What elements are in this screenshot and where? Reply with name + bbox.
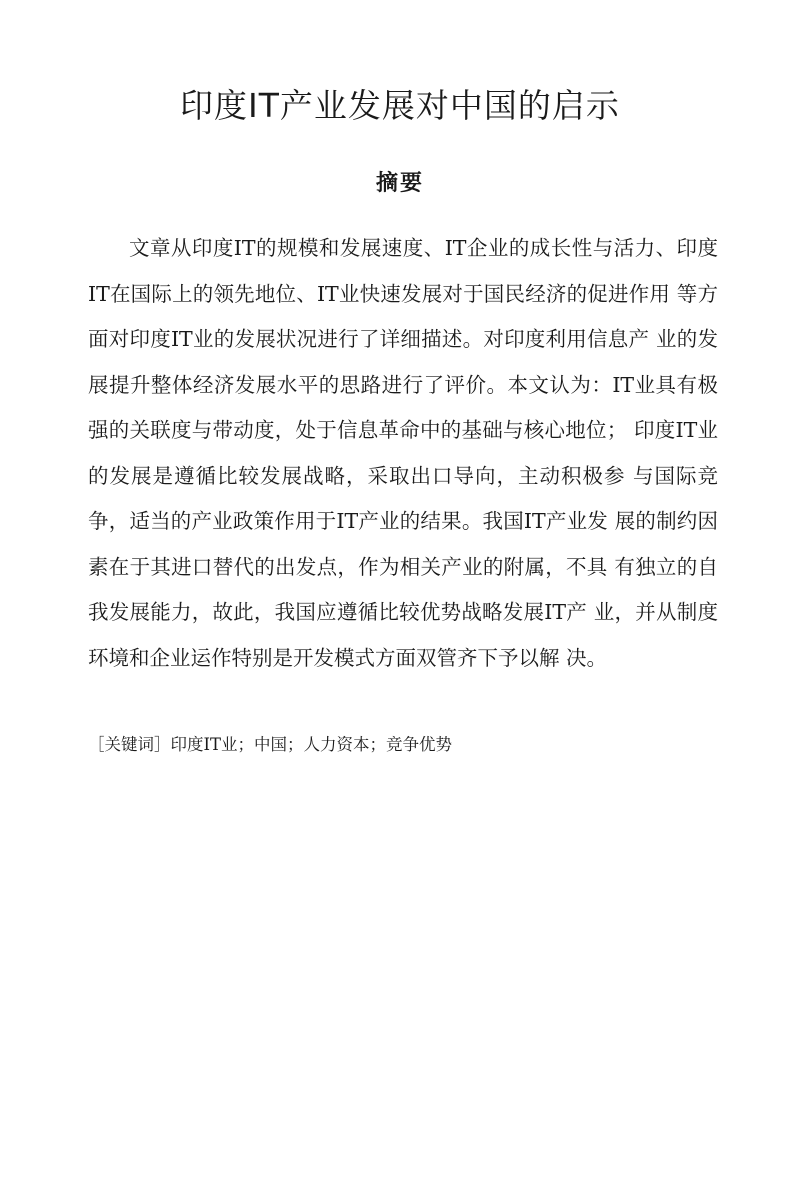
abstract-body: 文章从印度IT的规模和发展速度、IT企业的成长性与活力、印度IT在国际上的领先地位、IT业快速发展对于国民经济的促进作用 等方面对印度IT业的发展状况进行了详细描述。对印度利用信息产 业的发展提升整体经济发展水平的思路进行了评价。本文认为：IT业具有极强的关联度与带动度，处于信息革命中的基础与核心地位； 印度IT业的发展是遵循比较发展战略，采取出口导向，主动积极参 与国际竞争，适当的产业政策作用于IT产业的结果。我国IT产业发 展的制约因素在于其进口替代的出发点，作为相关产业的附属，不具 有独立的自我发展能力，故此，我国应遵循比较优势战略发展IT产 业，并从制度环境和企业运作特别是开发模式方面双管齐下予以解 决。 xyxy=(88,236,718,670)
keywords-line: ［关键词］印度IT业；中国；人力资本；竞争优势 xyxy=(88,735,453,754)
document-title: 印度IT产业发展对中国的启示 xyxy=(180,86,620,125)
abstract-heading: 摘要 xyxy=(375,170,424,196)
